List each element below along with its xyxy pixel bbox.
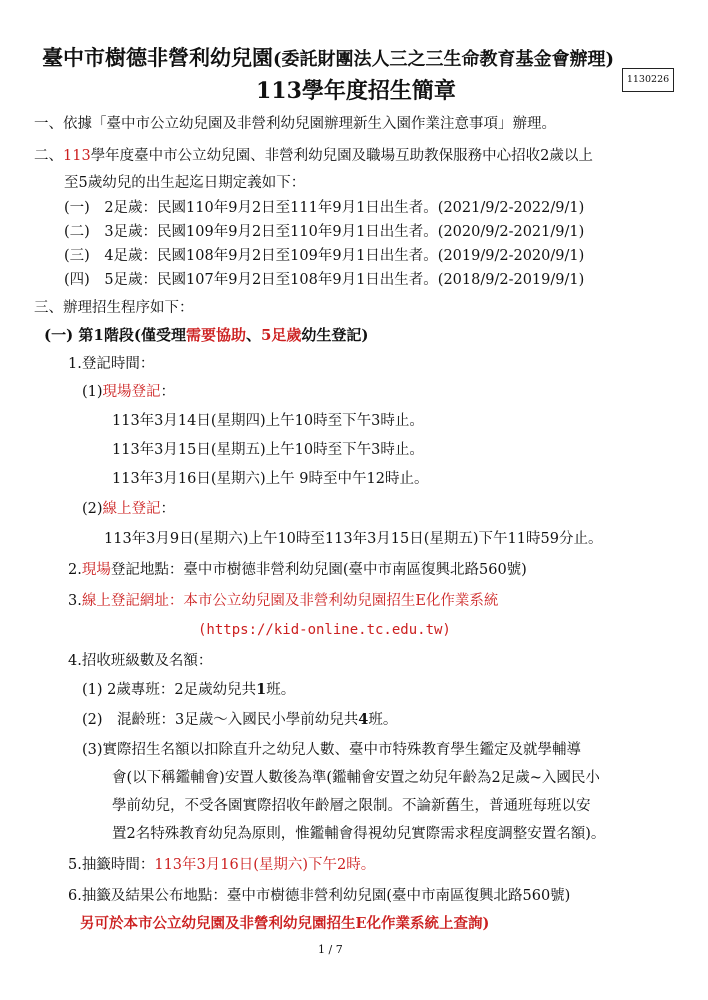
item-5-label: 5.抽籤時間：: [68, 857, 155, 873]
item-3-online-url: [68, 591, 498, 611]
school-year: 113: [63, 148, 91, 164]
item-2-number: 2.: [68, 562, 82, 578]
document-code: 1130226: [622, 68, 674, 92]
stage-1-heading: [44, 325, 369, 345]
stage-1-text: (一) 第1階段(僅受理: [44, 326, 186, 344]
onsite-time: 113年3月16日(星期六)上午 9時至中午12時止。: [112, 471, 429, 487]
title-line2: 113學年度招生簡章: [256, 78, 456, 104]
class-mixed-text: (2) 混齡班：3足歲～入國民小學前幼兒共: [82, 712, 359, 728]
online-time: 113年3月9日(星期六)上午10時至113年3月15日(星期五)下午11時59分止。: [104, 531, 603, 547]
class-toddler-count: 1: [256, 681, 267, 698]
item-3-number: 3.: [68, 593, 82, 609]
class-mixed-unit: 班。: [368, 712, 398, 728]
quota-note: 置2名特殊教育幼兒為原則，惟鑑輔會得視幼兒實際需求程度調整安置名額)。: [112, 826, 606, 842]
class-toddler-text: (1) 2歲專班：2足歲幼兒共: [82, 682, 257, 698]
item-2-text: 登記地點：臺中市樹德非營利幼兒園(臺中市南區復興北路560號): [110, 562, 527, 578]
item-3-text: 線上登記網址：本市公立幼兒園及非營利幼兒園招生E化作業系統: [81, 593, 499, 609]
title-line1: [42, 42, 614, 72]
online-label: 線上登記: [102, 501, 161, 517]
online-registration-heading: [82, 499, 175, 519]
item-4-heading: 4.招收班級數及名額：: [68, 653, 213, 669]
quota-note: (3)實際招生名額以扣除直升之幼兒人數、臺中市特殊教育學生鑑定及就學輔導: [82, 742, 582, 758]
age-item: (三) 4足歲：民國108年9月2日至109年9月1日出生者。(2019/9/2-2020/9/1): [64, 248, 585, 264]
onsite-time: 113年3月15日(星期五)上午10時至下午3時止。: [112, 442, 424, 458]
item-2-location: [68, 560, 527, 580]
quota-note: 會(以下稱鑑輔會)安置人數後為準(鑑輔會安置之幼兒年齡為2足歲~入國民小: [112, 770, 600, 786]
item-6-result-location: 6.抽籤及結果公布地點：臺中市樹德非營利幼兒園(臺中市南區復興北路560號): [68, 888, 571, 904]
age-item: (一) 2足歲：民國110年9月2日至111年9月1日出生者。(2021/9/2-2022/9/1): [64, 200, 585, 216]
class-mixed: [82, 710, 397, 730]
page-number: 1 / 7: [318, 943, 343, 956]
item-5-time: 113年3月16日(星期六)下午2時。: [154, 857, 376, 873]
class-toddler: [82, 680, 295, 700]
class-mixed-count: 4: [358, 711, 369, 728]
section-1: 一、依據「臺中市公立幼兒園及非營利幼兒園辦理新生入園作業注意事項」辦理。: [34, 116, 556, 132]
onsite-number: (1): [82, 384, 103, 400]
stage-1-end: 幼生登記): [301, 326, 369, 344]
onsite-colon: ：: [160, 384, 176, 400]
section-2-line2: 至5歲幼兒的出生起迄日期定義如下：: [64, 175, 306, 191]
stage-1-age: 5足歲: [260, 326, 302, 344]
onsite-time: 113年3月14日(星期四)上午10時至下午3時止。: [112, 413, 424, 429]
age-item: (四) 5足歲：民國107年9月2日至108年9月1日出生者。(2018/9/2-2019/9/1): [64, 272, 585, 288]
stage-1-need-help: 需要協助: [185, 326, 246, 344]
operator-note: (委託財團法人三之三生命教育基金會辦理): [273, 49, 615, 70]
onsite-label: 現場登記: [102, 384, 161, 400]
onsite-registration-heading: [82, 382, 175, 402]
section-2-line1: [34, 146, 593, 166]
stage-1-sep: 、: [245, 326, 261, 344]
section-2-prefix: 二、: [34, 148, 63, 164]
item-2-onsite: 現場: [81, 562, 111, 578]
registration-time-heading: 1.登記時間：: [68, 356, 155, 372]
section-3-heading: 三、辦理招生程序如下：: [34, 300, 194, 316]
class-toddler-unit: 班。: [266, 682, 296, 698]
online-colon: ：: [160, 501, 176, 517]
quota-note: 學前幼兒，不受各園實際招收年齡層之限制。不論新舊生，普通班每班以安: [112, 798, 591, 814]
section-2-text: 學年度臺中市公立幼兒園、非營利幼兒園及職場互助教保服務中心招收2歲以上: [90, 148, 593, 164]
item-6-online-query: 另可於本市公立幼兒園及非營利幼兒園招生E化作業系統上查詢): [80, 915, 490, 932]
age-item: (二) 3足歲：民國109年9月2日至110年9月1日出生者。(2020/9/2-2021/9/1): [64, 224, 585, 240]
school-name: 臺中市樹德非營利幼兒園: [42, 45, 273, 70]
registration-url-link[interactable]: (https://kid-online.tc.edu.tw): [198, 622, 451, 638]
item-5-draw-time: [68, 855, 375, 875]
online-number: (2): [82, 501, 103, 517]
